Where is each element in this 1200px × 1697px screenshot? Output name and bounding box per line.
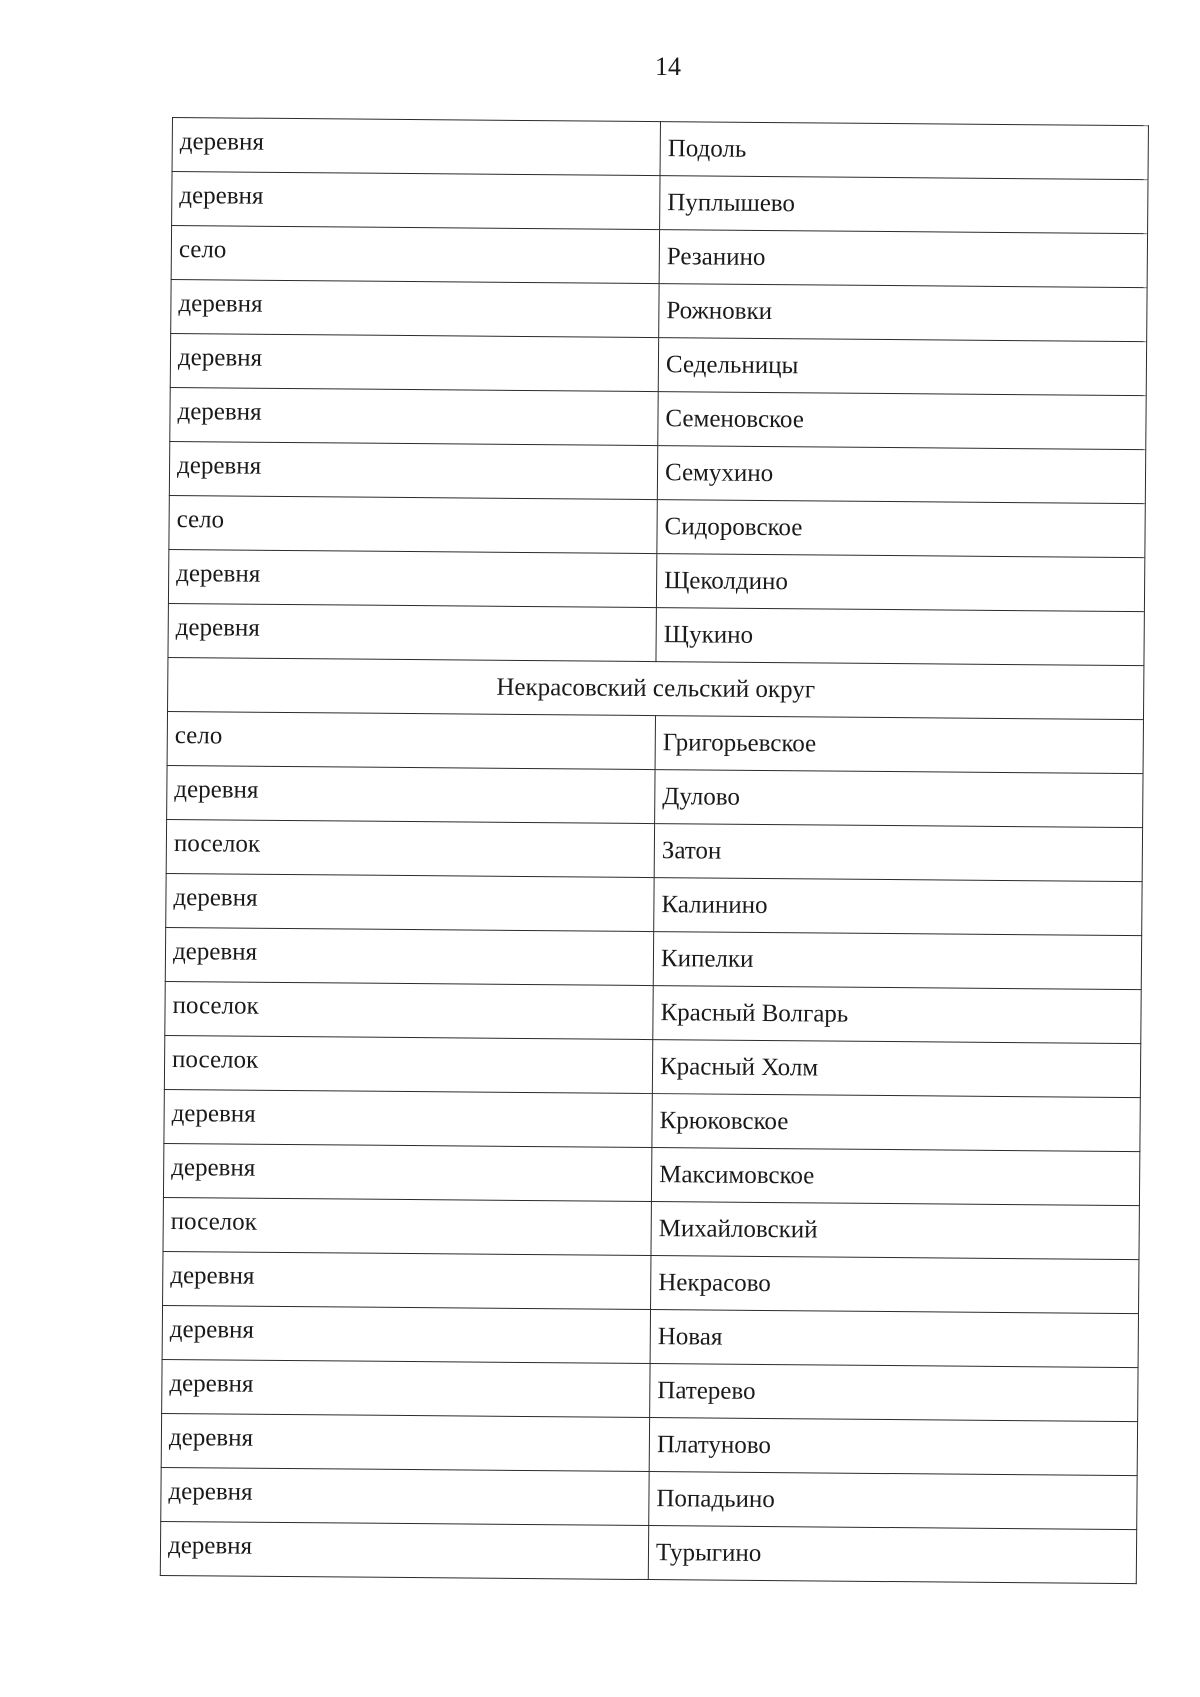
- table-row: [170, 387, 1146, 449]
- settlement-name-cell: Красный Холм: [652, 1040, 1140, 1098]
- table-row: [161, 1467, 1137, 1529]
- settlement-type-cell: село: [167, 711, 655, 769]
- settlement-type-cell: деревня: [163, 1143, 651, 1201]
- settlement-name-cell: Максимовское: [651, 1148, 1139, 1206]
- page-number: 14: [655, 52, 681, 81]
- settlement-type-cell: деревня: [166, 873, 654, 931]
- table-row: [172, 118, 1148, 180]
- table-row: [161, 1413, 1137, 1475]
- table-row: [168, 603, 1144, 665]
- settlement-name-cell: Рожновки: [659, 284, 1147, 342]
- table-row: [164, 1035, 1140, 1097]
- table-row: [168, 549, 1144, 611]
- settlement-name-cell: Платуново: [649, 1418, 1137, 1476]
- settlement-name-cell: Новая: [650, 1310, 1138, 1368]
- settlement-type-cell: деревня: [171, 279, 659, 337]
- settlement-type-cell: деревня: [170, 333, 658, 391]
- settlement-name-cell: Кипелки: [653, 932, 1141, 990]
- table-row: [164, 1089, 1140, 1151]
- settlement-type-cell: деревня: [163, 1251, 651, 1309]
- settlement-name-cell: Крюковское: [652, 1094, 1140, 1152]
- settlement-name-cell: Семеновское: [658, 392, 1146, 450]
- table-row: [167, 765, 1143, 827]
- table-row: [171, 279, 1147, 341]
- section-row: [168, 657, 1144, 719]
- table-row: [170, 333, 1146, 395]
- settlement-type-cell: деревня: [165, 927, 653, 985]
- settlement-type-cell: поселок: [163, 1197, 651, 1255]
- settlement-name-cell: Попадьино: [649, 1472, 1137, 1530]
- settlement-name-cell: Подоль: [660, 122, 1148, 180]
- settlement-type-cell: деревня: [161, 1413, 649, 1471]
- section-heading: Некрасовский сельский округ: [168, 657, 1144, 719]
- settlement-name-cell: Патерево: [650, 1364, 1138, 1422]
- table-row: [166, 873, 1142, 935]
- settlement-type-cell: поселок: [164, 1035, 652, 1093]
- settlements-table-wrap: [160, 117, 1148, 1584]
- table-row: [163, 1143, 1139, 1205]
- table-row: [162, 1359, 1138, 1421]
- settlement-type-cell: деревня: [168, 549, 656, 607]
- settlement-type-cell: село: [169, 495, 657, 553]
- settlement-type-cell: деревня: [167, 765, 655, 823]
- settlement-type-cell: деревня: [162, 1305, 650, 1363]
- settlement-type-cell: деревня: [164, 1089, 652, 1147]
- settlement-type-cell: деревня: [169, 441, 657, 499]
- settlement-name-cell: Резанино: [659, 230, 1147, 288]
- table-row: [162, 1305, 1138, 1367]
- table-row: [166, 819, 1142, 881]
- settlement-name-cell: Дулово: [655, 770, 1143, 828]
- settlement-type-cell: деревня: [170, 387, 658, 445]
- settlement-name-cell: Затон: [654, 824, 1142, 882]
- settlement-type-cell: поселок: [165, 981, 653, 1039]
- table-row: [167, 711, 1143, 773]
- table-row: [172, 172, 1148, 234]
- table-row: [171, 226, 1147, 288]
- settlement-name-cell: Некрасово: [651, 1256, 1139, 1314]
- settlement-name-cell: Щукино: [656, 608, 1144, 666]
- settlement-type-cell: деревня: [162, 1359, 650, 1417]
- settlement-name-cell: Калинино: [654, 878, 1142, 936]
- settlement-name-cell: Сидоровское: [657, 500, 1145, 558]
- settlement-type-cell: деревня: [160, 1521, 648, 1579]
- settlement-name-cell: Григорьевское: [655, 716, 1143, 774]
- settlement-type-cell: поселок: [166, 819, 654, 877]
- table-row: [163, 1251, 1139, 1313]
- settlement-name-cell: Пуплышево: [660, 176, 1148, 234]
- table-row: [169, 495, 1145, 557]
- settlement-name-cell: Красный Волгарь: [653, 986, 1141, 1044]
- settlement-name-cell: Турыгино: [648, 1526, 1136, 1584]
- settlement-type-cell: деревня: [168, 603, 656, 661]
- settlement-type-cell: деревня: [172, 172, 660, 230]
- settlement-name-cell: Седельницы: [658, 338, 1146, 396]
- settlements-table: [160, 117, 1149, 1584]
- table-row: [163, 1197, 1139, 1259]
- settlement-type-cell: деревня: [161, 1467, 649, 1525]
- settlement-type-cell: деревня: [172, 118, 660, 176]
- settlement-type-cell: село: [171, 226, 659, 284]
- settlement-name-cell: Михайловский: [651, 1202, 1139, 1260]
- settlement-name-cell: Семухино: [657, 446, 1145, 504]
- table-row: [165, 927, 1141, 989]
- table-row: [165, 981, 1141, 1043]
- table-row: [160, 1521, 1136, 1583]
- table-row: [169, 441, 1145, 503]
- settlement-name-cell: Щеколдино: [656, 554, 1144, 612]
- settlements-table-body: [160, 118, 1148, 1584]
